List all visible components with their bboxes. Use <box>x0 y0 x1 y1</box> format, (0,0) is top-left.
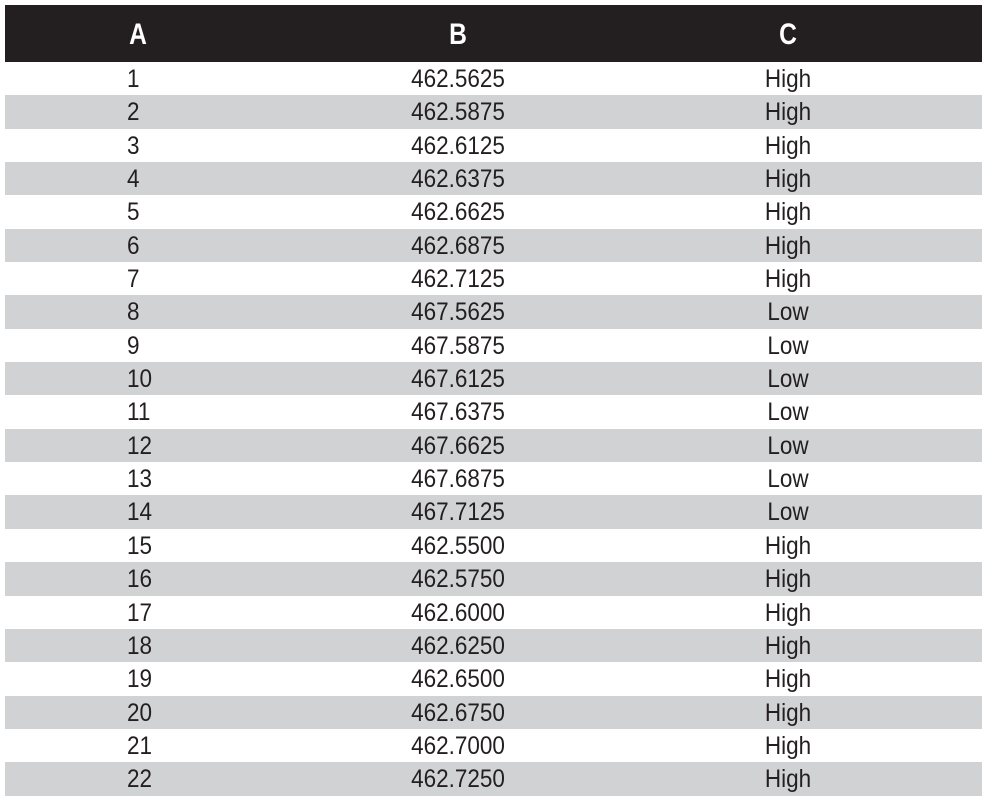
cell-a: 16 <box>127 565 153 594</box>
table-row <box>5 462 982 495</box>
table-row <box>5 729 982 762</box>
cell-c: Low <box>767 498 809 527</box>
cell-c: High <box>764 198 812 227</box>
cell-a: 6 <box>127 231 140 260</box>
table-row <box>5 162 982 195</box>
table-row <box>5 195 982 228</box>
table-row <box>5 229 982 262</box>
cell-b: 462.6250 <box>411 631 505 660</box>
table-row <box>5 329 982 362</box>
table-row <box>5 362 982 395</box>
cell-b: 467.6875 <box>411 465 505 494</box>
cell-b: 462.7000 <box>411 731 505 760</box>
cell-b: 462.6125 <box>411 131 505 160</box>
cell-a: 14 <box>127 498 153 527</box>
cell-b: 462.7250 <box>411 765 505 794</box>
table-row <box>5 662 982 695</box>
cell-a: 12 <box>127 431 153 460</box>
cell-b: 467.5875 <box>411 331 505 360</box>
cell-c: High <box>764 265 812 294</box>
cell-a: 7 <box>127 265 140 294</box>
cell-a: 4 <box>127 165 140 194</box>
cell-b: 467.6375 <box>411 398 505 427</box>
cell-b: 462.6500 <box>411 665 505 694</box>
cell-a: 11 <box>127 398 151 427</box>
cell-b: 462.6375 <box>411 165 505 194</box>
cell-b: 462.5625 <box>411 65 505 93</box>
table-row <box>5 129 982 162</box>
table-row <box>5 629 982 662</box>
cell-a: 2 <box>127 98 140 127</box>
cell-c: Low <box>767 465 809 494</box>
cell-c: High <box>764 565 812 594</box>
cell-b: 467.7125 <box>411 498 505 527</box>
cell-b: 462.5750 <box>411 565 505 594</box>
table-header <box>5 5 982 62</box>
cell-c: High <box>764 731 812 760</box>
table-row <box>5 495 982 528</box>
channel-table <box>5 5 982 796</box>
cell-b: 462.5500 <box>411 531 505 560</box>
cell-c: High <box>764 698 812 727</box>
cell-c: High <box>764 231 812 260</box>
cell-b: 467.6625 <box>411 431 505 460</box>
table-row <box>5 596 982 629</box>
table-body <box>5 62 982 796</box>
cell-a: 10 <box>127 365 153 394</box>
column-header-a: A <box>129 18 147 51</box>
cell-c: High <box>764 765 812 794</box>
cell-a: 15 <box>127 531 153 560</box>
cell-b: 462.6875 <box>411 231 505 260</box>
table-row <box>5 262 982 295</box>
table-row <box>5 562 982 595</box>
table-row <box>5 295 982 328</box>
cell-b: 467.5625 <box>411 298 505 327</box>
cell-c: Low <box>767 431 809 460</box>
table-row <box>5 395 982 428</box>
cell-b: 462.5875 <box>411 98 505 127</box>
cell-a: 3 <box>127 131 140 160</box>
cell-c: Low <box>767 398 809 427</box>
column-header-c: C <box>779 18 797 51</box>
cell-c: High <box>764 598 812 627</box>
cell-a: 17 <box>127 598 153 627</box>
cell-a: 18 <box>127 631 153 660</box>
cell-a: 1 <box>127 65 140 93</box>
cell-c: High <box>764 65 812 93</box>
table-row <box>5 429 982 462</box>
table-row <box>5 762 982 795</box>
cell-c: High <box>764 165 812 194</box>
table-row <box>5 529 982 562</box>
cell-a: 21 <box>127 731 153 760</box>
table-row <box>5 62 982 95</box>
cell-a: 19 <box>127 665 153 694</box>
cell-b: 462.6625 <box>411 198 505 227</box>
cell-a: 9 <box>127 331 140 360</box>
cell-c: Low <box>767 298 809 327</box>
cell-c: High <box>764 131 812 160</box>
cell-c: High <box>764 531 812 560</box>
cell-a: 5 <box>127 198 140 227</box>
cell-b: 462.7125 <box>411 265 505 294</box>
cell-a: 13 <box>127 465 153 494</box>
table-row <box>5 95 982 128</box>
cell-b: 462.6750 <box>411 698 505 727</box>
cell-b: 462.6000 <box>411 598 505 627</box>
cell-b: 467.6125 <box>411 365 505 394</box>
cell-c: High <box>764 665 812 694</box>
cell-c: Low <box>767 331 809 360</box>
cell-c: High <box>764 98 812 127</box>
column-header-b: B <box>449 18 467 51</box>
table-row <box>5 696 982 729</box>
cell-c: Low <box>767 365 809 394</box>
cell-c: High <box>764 631 812 660</box>
cell-a: 20 <box>127 698 153 727</box>
cell-a: 22 <box>127 765 153 794</box>
cell-a: 8 <box>127 298 140 327</box>
